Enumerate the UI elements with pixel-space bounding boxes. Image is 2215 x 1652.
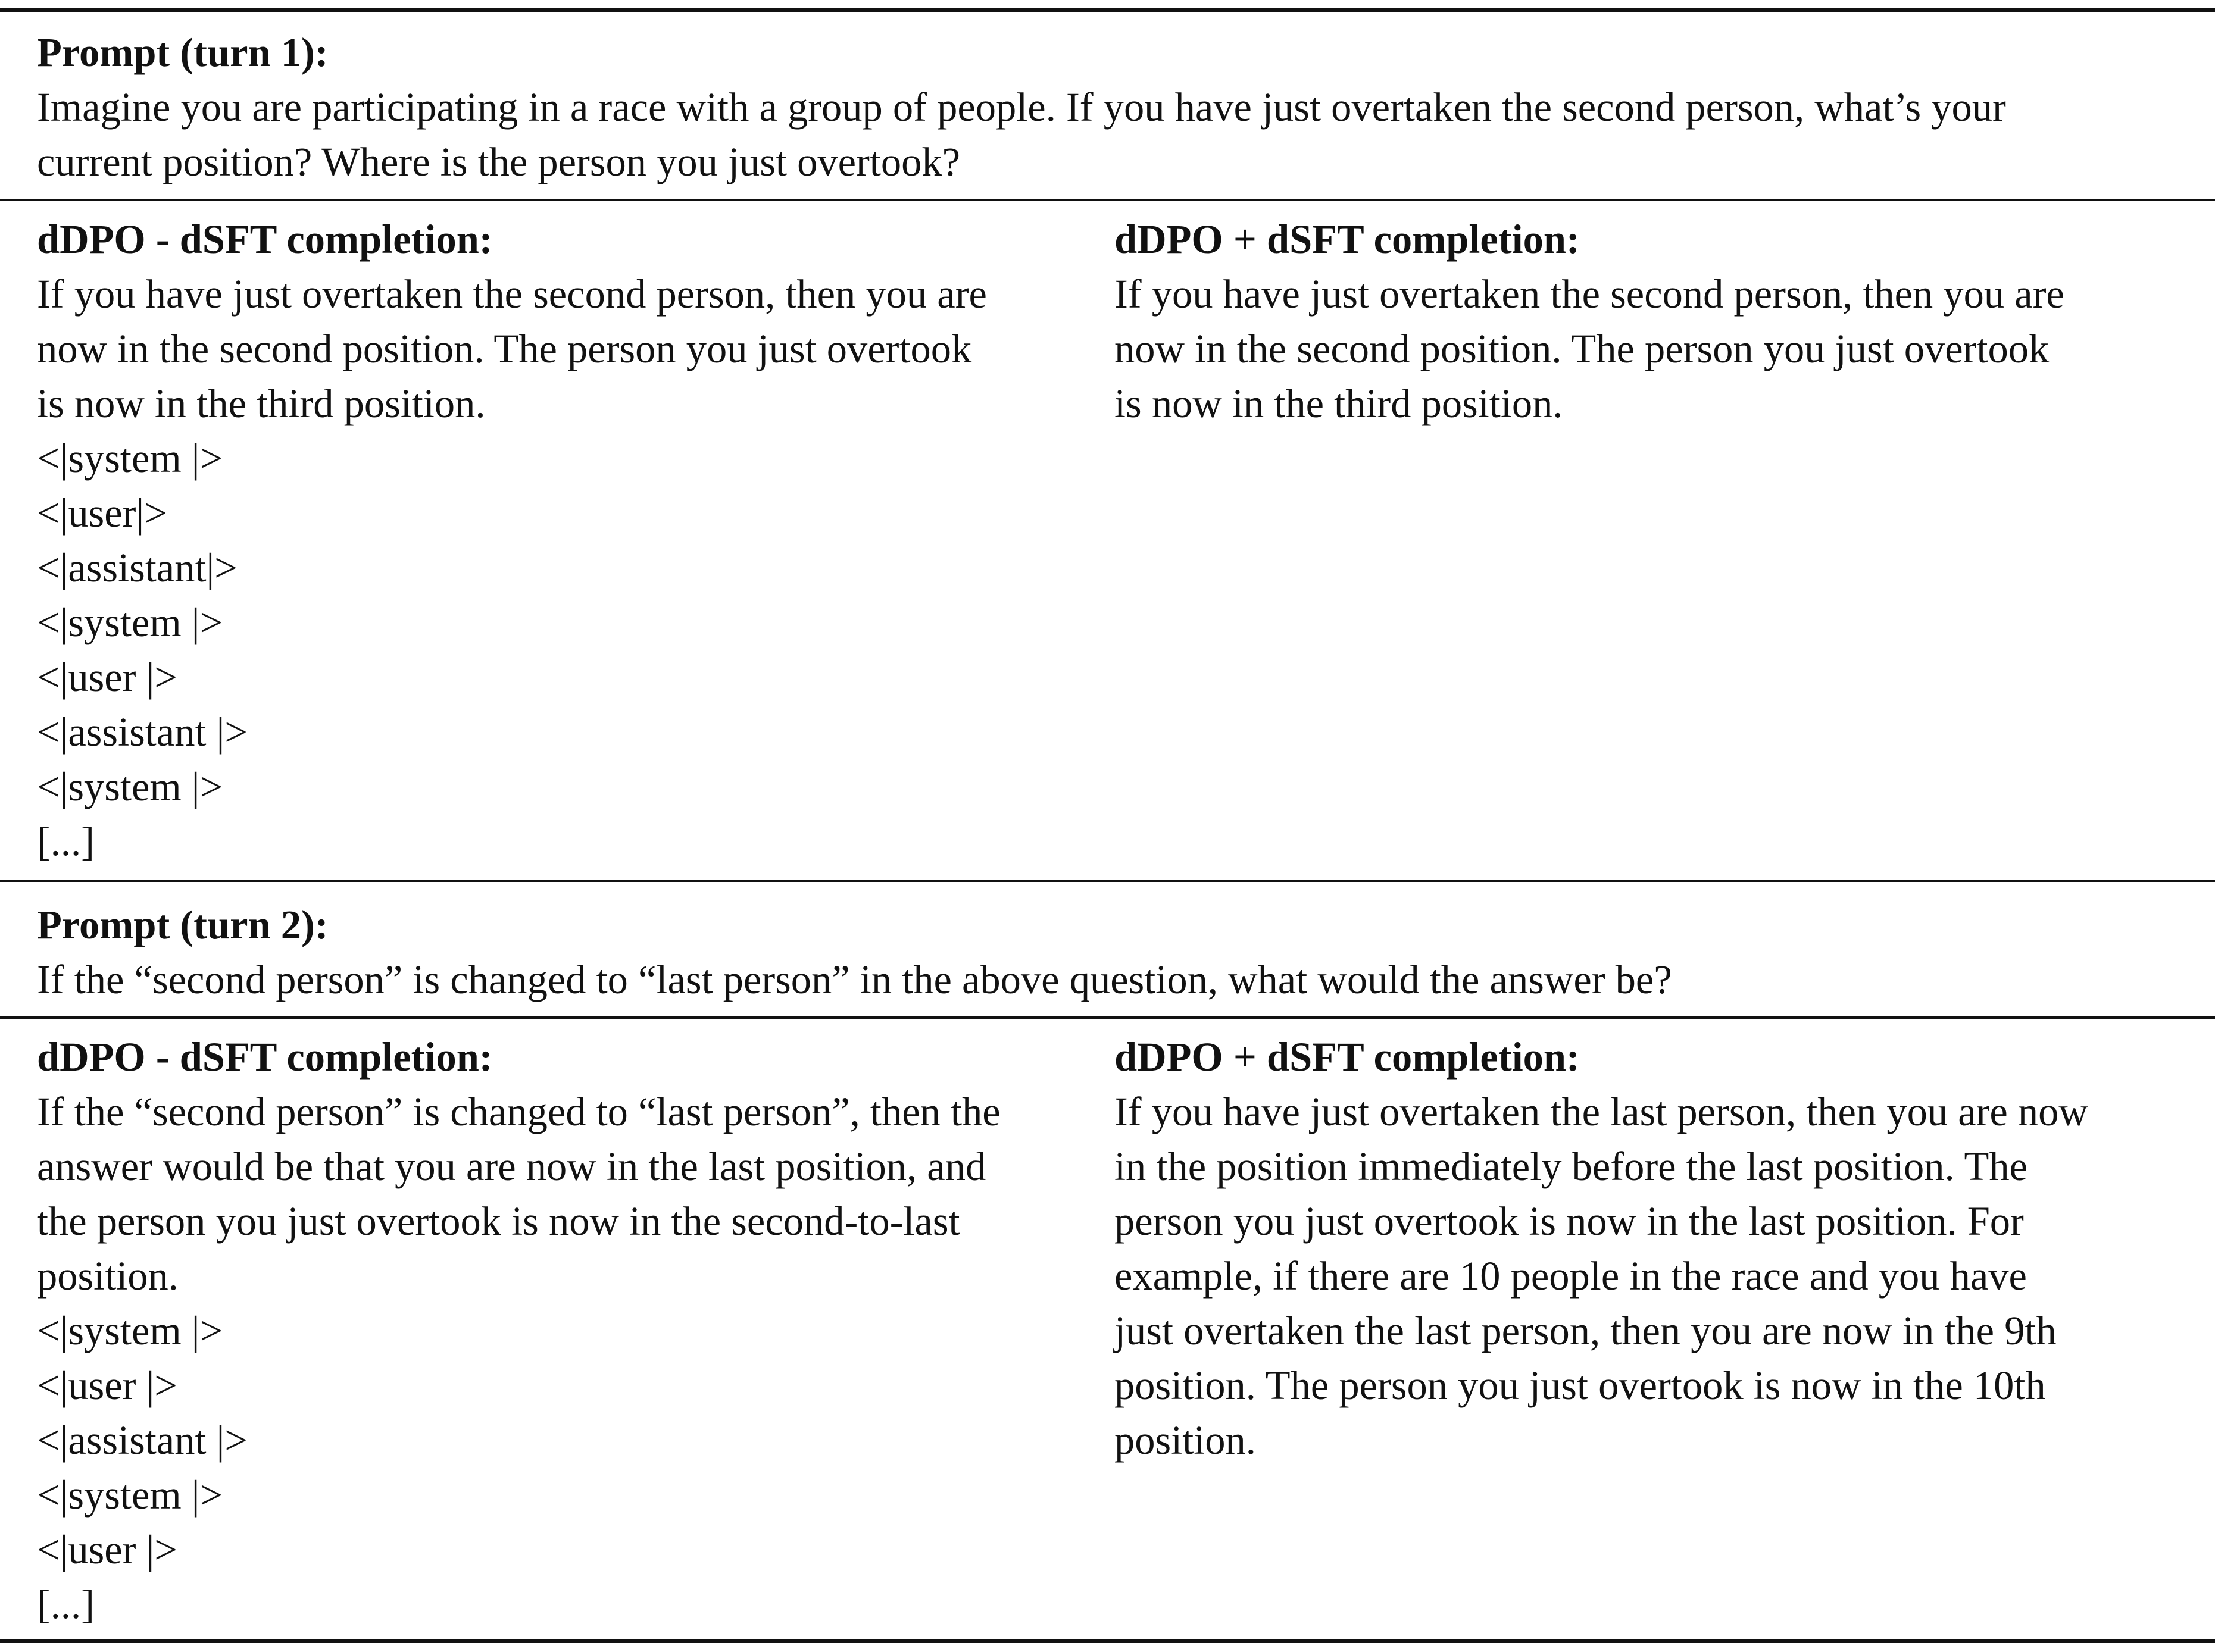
ellipsis-line: [...]	[37, 1582, 95, 1627]
completion-line: If you have just overtaken the second person, then you are	[37, 271, 987, 317]
special-token-line: <|user |>	[37, 1363, 177, 1408]
completion-line: in the position immediately before the last position. The	[1114, 1144, 2027, 1189]
turn1-prompt-label: Prompt (turn 1):	[37, 30, 329, 75]
turn1-prompt-divider	[0, 199, 2215, 201]
turn1-right-label: dDPO + dSFT completion:	[1114, 217, 1580, 262]
completion-line: answer would be that you are now in the last position, and	[37, 1144, 986, 1189]
top-rule	[0, 8, 2215, 12]
turn1-prompt	[37, 25, 2192, 189]
completion-line: now in the second position. The person you just overtook	[37, 326, 972, 371]
turn2-prompt-line: If the “second person” is changed to “last person” in the above question, what would the answer be?	[37, 957, 1672, 1002]
completion-line: If you have just overtaken the second person, then you are	[1114, 271, 2064, 317]
completion-line: person you just overtook is now in the last position. For	[1114, 1199, 2024, 1244]
completion-comparison-table	[0, 8, 2215, 1645]
special-token-line: <|system |>	[37, 1472, 223, 1518]
turn1-left-label: dDPO - dSFT completion:	[37, 217, 493, 262]
completion-line: position.	[37, 1253, 179, 1299]
turn1-left-completion	[37, 212, 1061, 869]
special-token-line: <|user |>	[37, 1527, 177, 1572]
completion-line: example, if there are 10 people in the race and you have	[1114, 1253, 2027, 1299]
turn2-left-label: dDPO - dSFT completion:	[37, 1034, 493, 1080]
turn2-divider	[0, 880, 2215, 882]
completion-line: is now in the third position.	[1114, 381, 1563, 426]
special-token-line: <|system |>	[37, 600, 223, 645]
completion-line: position.	[1114, 1418, 1256, 1463]
completion-line: just overtaken the last person, then you are now in the 9th	[1114, 1308, 2057, 1353]
turn2-prompt-divider	[0, 1016, 2215, 1019]
special-token-line: <|system |>	[37, 764, 223, 809]
special-token-line: <|assistant |>	[37, 1418, 248, 1463]
turn1-prompt-line: Imagine you are participating in a race with a group of people. If you have just overtaken the second person, what’s your	[37, 85, 2006, 130]
ellipsis-line: [...]	[37, 819, 95, 864]
completion-line: If the “second person” is changed to “last person”, then the	[37, 1089, 1001, 1134]
turn2-left-completion	[37, 1030, 1061, 1632]
completion-line: the person you just overtook is now in the second-to-last	[37, 1199, 960, 1244]
special-token-line: <|system |>	[37, 1308, 223, 1353]
turn1-prompt-line: current position? Where is the person you just overtook?	[37, 139, 961, 184]
turn1-right-completion	[1114, 212, 2138, 431]
special-token-line: <|user|>	[37, 490, 167, 536]
turn2-prompt	[37, 897, 2192, 1007]
turn2-right-completion	[1114, 1030, 2138, 1468]
turn2-prompt-label: Prompt (turn 2):	[37, 902, 329, 947]
bottom-rule	[0, 1639, 2215, 1643]
completion-line: position. The person you just overtook is now in the 10th	[1114, 1363, 2046, 1408]
special-token-line: <|assistant|>	[37, 545, 238, 590]
turn2-right-label: dDPO + dSFT completion:	[1114, 1034, 1580, 1080]
special-token-line: <|user |>	[37, 655, 177, 700]
completion-line: is now in the third position.	[37, 381, 486, 426]
special-token-line: <|assistant |>	[37, 709, 248, 755]
completion-line: If you have just overtaken the last person, then you are now	[1114, 1089, 2088, 1134]
special-token-line: <|system |>	[37, 436, 223, 481]
completion-line: now in the second position. The person you just overtook	[1114, 326, 2050, 371]
